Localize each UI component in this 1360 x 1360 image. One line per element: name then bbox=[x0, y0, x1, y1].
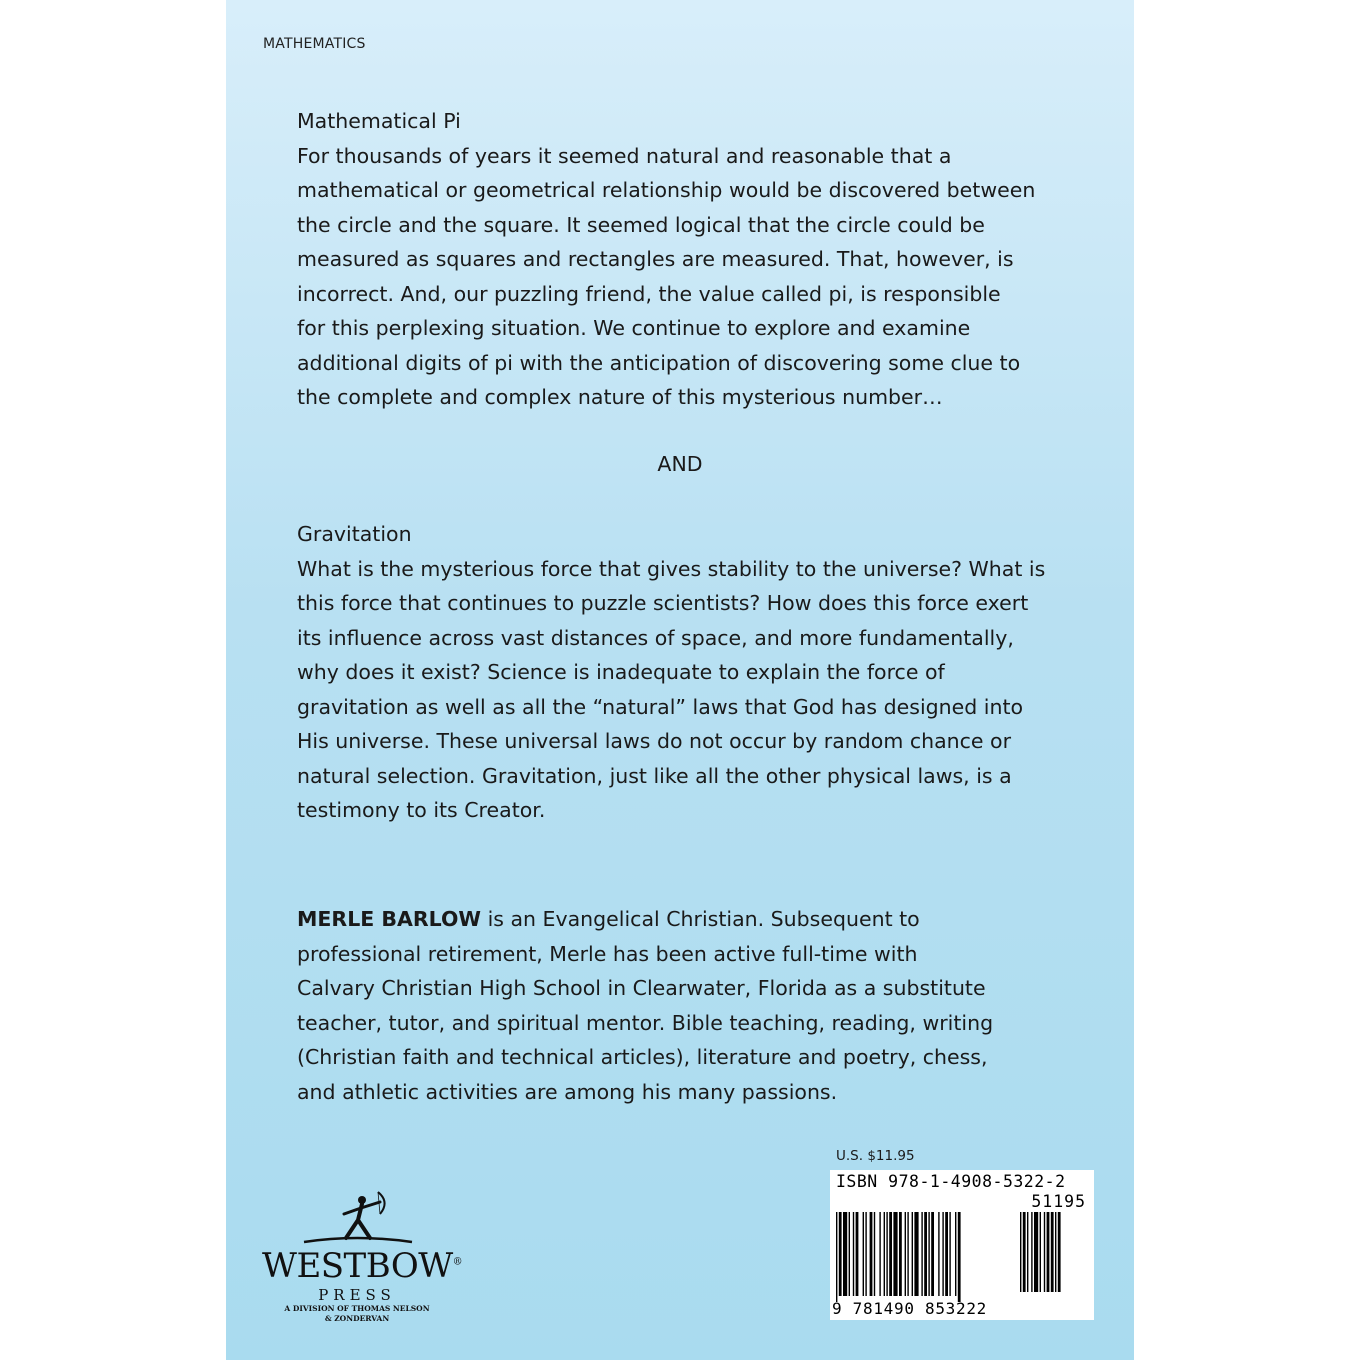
section-line: for this perplexing situation. We continue to explore and examine bbox=[297, 316, 971, 340]
author-name: MERLE BARLOW bbox=[297, 907, 482, 931]
back-cover bbox=[226, 0, 1134, 1360]
author-first-line bbox=[297, 902, 1082, 937]
author-line: professional retirement, Merle has been active full-time with bbox=[297, 941, 918, 966]
author-line: (Christian faith and technical articles), literature and poetry, chess, bbox=[297, 1045, 988, 1069]
barcode-addon: 51195 bbox=[1031, 1192, 1086, 1211]
publisher-division bbox=[262, 1304, 452, 1324]
author-line: teacher, tutor, and spiritual mentor. Bible teaching, reading, writing bbox=[297, 1010, 994, 1035]
section-line: What is the mysterious force that gives stability to the universe? What is bbox=[297, 556, 1046, 581]
price: U.S. $11.95 bbox=[836, 1148, 915, 1164]
division-line-1: A DIVISION OF THOMAS NELSON bbox=[284, 1304, 430, 1313]
barcode-digits: 9 781490 853222 bbox=[832, 1299, 987, 1318]
author-line: and athletic activities are among his many passions. bbox=[297, 1079, 838, 1104]
section-line: His universe. These universal laws do not occur by random chance or bbox=[297, 729, 1012, 753]
author-bio bbox=[297, 902, 1082, 1109]
section-pi bbox=[297, 104, 1082, 415]
section-line: the complete and complex nature of this mysterious number… bbox=[297, 385, 943, 409]
publisher-press: PRESS bbox=[318, 1286, 396, 1304]
archer-icon bbox=[262, 1190, 452, 1250]
section-line: For thousands of years it seemed natural and reasonable that a bbox=[297, 143, 952, 168]
publisher-name-text: WESTBOW bbox=[262, 1246, 453, 1286]
conjunction-and: AND bbox=[657, 452, 703, 476]
isbn-text: ISBN 978-1-4908-5322-2 bbox=[836, 1172, 1066, 1191]
section-line: incorrect. And, our puzzling friend, the value called pi, is responsible bbox=[297, 281, 1001, 306]
section-line: measured as squares and rectangles are measured. That, however, is bbox=[297, 247, 1014, 271]
publisher-name bbox=[262, 1246, 463, 1286]
section-line: testimony to its Creator. bbox=[297, 798, 546, 822]
section-line: mathematical or geometrical relationship would be discovered between bbox=[297, 178, 1036, 202]
section-title-pi: Mathematical Pi bbox=[297, 109, 461, 133]
section-title-gravitation: Gravitation bbox=[297, 522, 412, 546]
barcode-bars bbox=[836, 1212, 1088, 1302]
barcode bbox=[830, 1170, 1094, 1320]
category-label: MATHEMATICS bbox=[263, 36, 366, 52]
section-line: natural selection. Gravitation, just like all the other physical laws, is a bbox=[297, 763, 1012, 788]
section-line: why does it exist? Science is inadequate to explain the force of bbox=[297, 660, 945, 684]
section-gravitation bbox=[297, 517, 1082, 828]
registered-mark: ® bbox=[452, 1256, 463, 1268]
section-line: gravitation as well as all the “natural” laws that God has designed into bbox=[297, 694, 1024, 719]
publisher-logo bbox=[262, 1190, 463, 1330]
author-line: Calvary Christian High School in Clearwater, Florida as a substitute bbox=[297, 976, 986, 1000]
section-line: additional digits of pi with the anticipation of discovering some clue to bbox=[297, 350, 1021, 375]
author-first-line-rest: is an Evangelical Christian. Subsequent to bbox=[481, 907, 920, 931]
section-line: its influence across vast distances of space, and more fundamentally, bbox=[297, 625, 1014, 650]
section-line: this force that continues to puzzle scientists? How does this force exert bbox=[297, 591, 1029, 615]
division-line-2: & ZONDERVAN bbox=[324, 1314, 390, 1323]
section-line: the circle and the square. It seemed logical that the circle could be bbox=[297, 212, 985, 237]
